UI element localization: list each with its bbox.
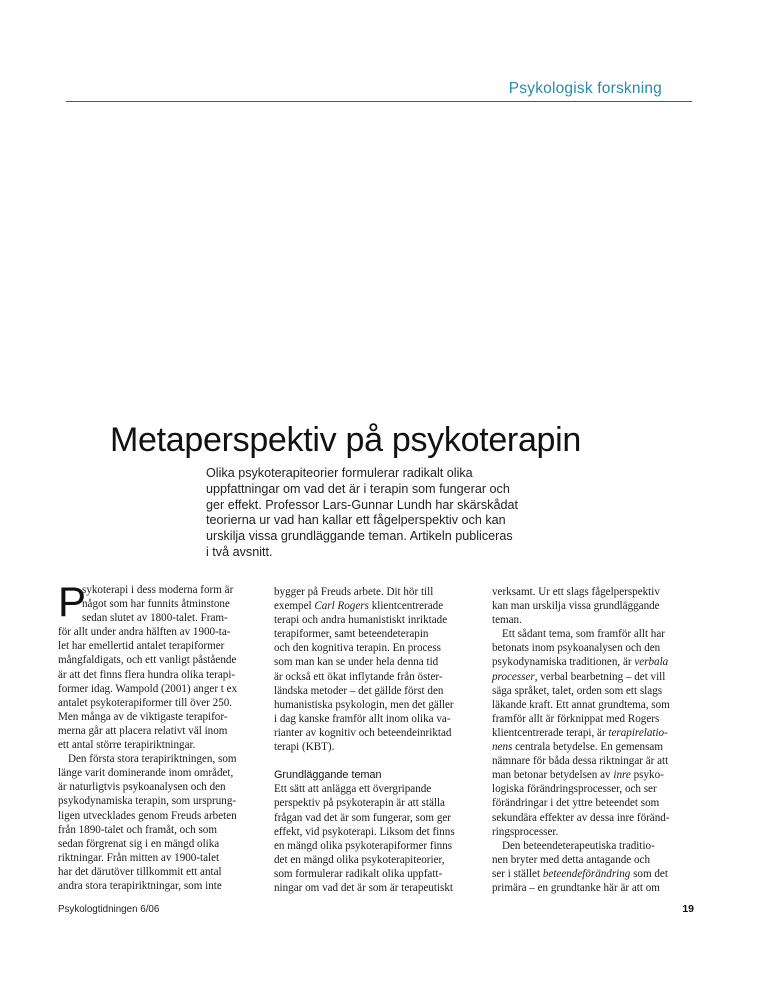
body-line: merna går att placera relativt väl inom [58, 724, 228, 737]
body-line: förändringar i det yttre beteendet som [492, 797, 660, 810]
text-run: , verbal bearbetning – det vill [534, 670, 666, 683]
body-column-1 [58, 578, 276, 893]
header-rule [66, 101, 692, 102]
body-line: terapi och andra humanistiskt inriktade [274, 614, 448, 627]
page-number: 19 [682, 903, 694, 915]
body-line: för allt under andra hälften av 1900-ta- [58, 626, 231, 639]
body-line: ländska metoder – det gällde först den [274, 684, 444, 697]
body-line [492, 726, 710, 740]
ingress-line: urskilja vissa grundläggande teman. Artikeln publiceras [206, 529, 513, 544]
body-line: sekundära effekter av dessa inre föränd- [492, 811, 670, 824]
article-title: Metaperspektiv på psykoterapin [110, 421, 582, 459]
body-line: Men många av de viktigaste terapifor- [58, 710, 228, 723]
section-subheading: Grundläggande teman [274, 769, 382, 782]
body-line: kan man urskilja vissa grundläggande [492, 600, 660, 613]
body-line: Ett sådant tema, som framför allt har [502, 628, 665, 641]
body-line [492, 655, 710, 669]
ingress-line: uppfattningar om vad det är i terapin som fungerar och [206, 481, 510, 496]
body-line: terapiformer, samt beteendeterapin [274, 628, 429, 641]
text-run: psyko- [630, 769, 664, 782]
text-run: centrala betydelse. En gemensam [512, 741, 663, 754]
section-label: Psykologisk forskning [508, 80, 662, 97]
body-line: i dag kanske framför allt inom olika va- [274, 712, 451, 725]
italic-term: nens [492, 741, 513, 754]
body-line: primära – en grundtanke här är att om [492, 881, 660, 894]
body-line: effekt, vid psykoterapi. Liksom det finns [274, 825, 455, 838]
text-run: som det [630, 867, 668, 880]
body-line: teman. [492, 614, 522, 627]
body-line: ligen utvecklades genom Freuds arbeten [58, 809, 237, 822]
body-line: mångfaldigats, och ett vanligt påstående [58, 654, 237, 667]
ingress-line: Olika psykoterapiteorier formulerar radikalt olika [206, 466, 473, 480]
body-line: humanistiska psykologin, men det gäller [274, 698, 454, 711]
body-line: Den beteendeterapeutiska traditio- [502, 839, 655, 852]
body-line [492, 867, 710, 881]
body-line: former idag. Wampold (2001) anger t ex [58, 682, 238, 695]
body-line: som formulerar radikalt olika uppfatt- [274, 867, 443, 880]
body-line [492, 768, 710, 782]
ingress-line: ger effekt. Professor Lars-Gunnar Lundh har skärskådat [206, 497, 518, 512]
ingress-line: i två avsnitt. [206, 544, 273, 559]
body-line: säga språket, talet, orden som ett slags [492, 684, 663, 697]
italic-term: inre [613, 769, 631, 782]
body-line: logiska förändringsprocesser, och ser [492, 783, 657, 796]
body-line: bygger på Freuds arbete. Dit hör till [274, 586, 434, 598]
body-line: riktningar. Från mitten av 1900-talet [58, 851, 220, 864]
body-line: läkande kraft. Ett annat grundtema, som [492, 698, 670, 711]
text-run: ser i stället [492, 867, 543, 880]
body-line: från 1890-talet och framåt, och som [58, 823, 217, 836]
italic-term: beteendeförändring [542, 867, 631, 880]
italic-term: verbala [634, 656, 669, 669]
body-line: rianter av kognitiv och beteendeinriktad [274, 726, 452, 739]
body-line: let har emellertid antalet terapiformer [58, 640, 225, 653]
body-line: verksamt. Ur ett slags fågelperspektiv [492, 586, 660, 598]
italic-term: terapirelatio- [608, 726, 668, 739]
dropcap-letter: P [58, 578, 87, 625]
italic-name: Carl Rogers [314, 600, 369, 613]
body-line: ett antal större terapiriktningar. [58, 739, 196, 752]
ingress-line: teorierna ur vad han kallar ett fågelperspektiv och kan [206, 513, 506, 528]
dropcap-paragraph [58, 578, 276, 625]
text-run: klientcentrerade [368, 600, 444, 613]
body-line [274, 599, 492, 613]
text-run: klientcentrerade terapi, är [492, 726, 609, 739]
body-line: sedan förgrenat sig i en mängd olika [58, 837, 220, 850]
body-line [492, 740, 710, 754]
body-line: ningar om vad det är som är terapeutiskt [274, 881, 453, 894]
body-line: ringsprocesser. [492, 825, 559, 838]
body-line: framför allt är förknippat med Rogers [492, 712, 660, 725]
body-line: betonats inom psykoanalysen och den [492, 642, 661, 655]
italic-term: processer [492, 670, 535, 683]
body-line: nen bryter med detta antagande och [492, 853, 651, 866]
body-line: det en mängd olika psykoterapiteorier, [274, 853, 445, 866]
body-line: något som har funnits åtminstone [82, 598, 230, 611]
body-column-3 [492, 585, 710, 895]
body-line: andra stora terapiriktningar, som inte [58, 879, 222, 892]
body-line: länge varit dominerande inom området, [58, 767, 234, 780]
body-line [492, 670, 710, 684]
body-line: är också ett ökat inflytande från öster- [274, 670, 443, 683]
footer-publication: Psykologtidningen 6/06 [58, 904, 160, 915]
body-line: är naturligtvis psykoanalysen och den [58, 781, 226, 794]
article-ingress [206, 466, 566, 561]
body-line: sykoterapi i dess moderna form är [82, 584, 234, 596]
body-line: terapi (KBT). [274, 741, 335, 754]
body-column-2 [274, 585, 492, 895]
body-line: Den första stora terapiriktningen, som [68, 753, 237, 766]
text-run: man betonar betydelsen av [492, 769, 614, 782]
text-run: psykodynamiska traditionen, är [492, 656, 635, 669]
body-line: som man kan se under hela denna tid [274, 656, 439, 669]
body-line: är att det finns flera hundra olika terapi- [58, 668, 236, 681]
body-line: och den kognitiva terapin. En process [274, 642, 441, 655]
text-run: exempel [274, 600, 315, 613]
body-line: har det därutöver tillkommit ett antal [58, 865, 222, 878]
paragraph-gap [274, 754, 492, 768]
body-line: antalet psykoterapiformer till över 250. [58, 696, 233, 709]
body-line: en mängd olika psykoterapiformer finns [274, 839, 453, 852]
body-line: Ett sätt att anlägga ett övergripande [274, 783, 432, 796]
body-line: perspektiv på psykoterapin är att ställa [274, 797, 445, 810]
body-line: psykodynamiska terapin, som ursprung- [58, 795, 237, 808]
body-line: sedan slutet av 1800-talet. Fram- [82, 612, 228, 625]
body-line: frågan vad det är som fungerar, som ger [274, 811, 451, 824]
body-line: nämnare för båda dessa riktningar är att [492, 755, 669, 768]
